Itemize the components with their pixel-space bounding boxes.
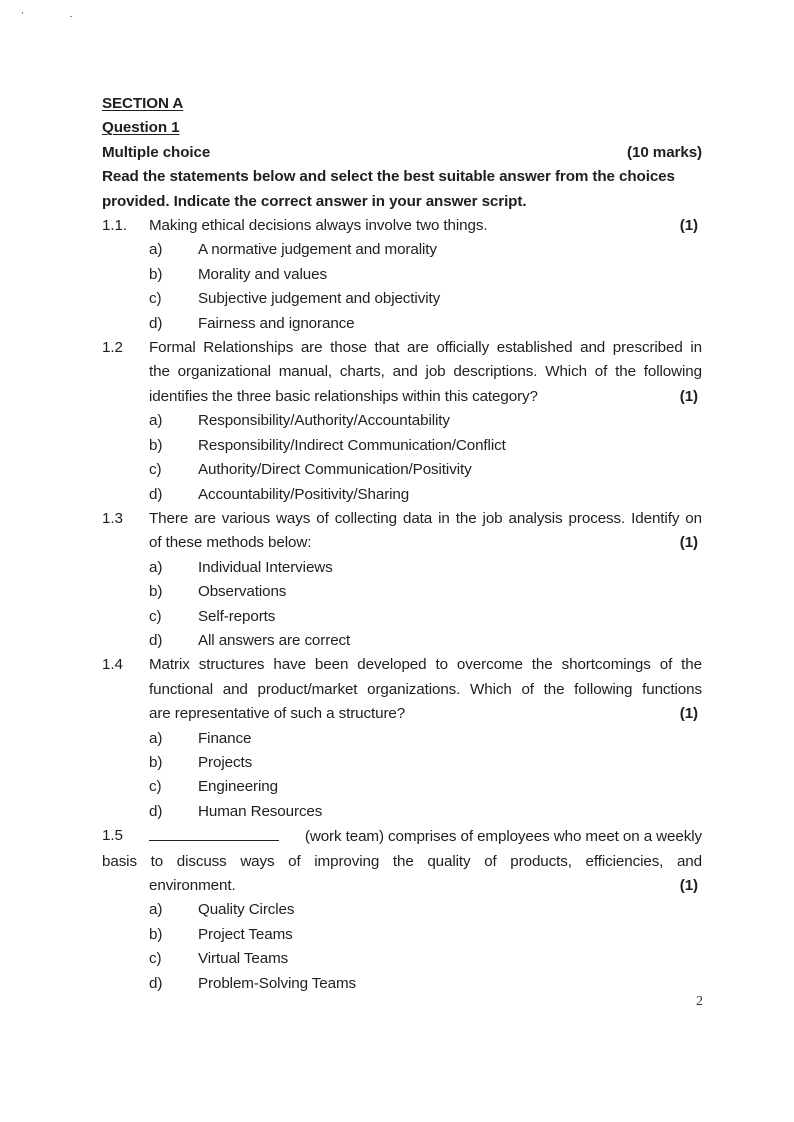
option-a [149, 898, 702, 922]
question-text-line: (work team) comprises of employees who meet on a weekly [304, 828, 702, 846]
option-text: A normative judgement and morality [198, 241, 437, 259]
question-number: 1.3 [102, 509, 123, 527]
options-list [149, 727, 702, 825]
option-text: Problem-Solving Teams [198, 974, 356, 992]
options-list [149, 898, 702, 996]
question-marks: (1) [679, 534, 698, 552]
option-b [149, 263, 702, 287]
question-type-label: Multiple choice [102, 143, 211, 161]
option-c [149, 947, 702, 971]
option-text: Accountability/Positivity/Sharing [198, 485, 410, 503]
option-text: All answers are correct [198, 631, 351, 649]
option-text: Project Teams [198, 925, 293, 943]
question-1-1 [102, 214, 702, 336]
scan-speck [70, 16, 72, 17]
option-b [149, 434, 702, 458]
option-letter: a) [149, 558, 163, 576]
option-text: Responsibility/Indirect Communication/Conflict [198, 436, 506, 454]
question-first-line [149, 824, 702, 849]
option-text: Quality Circles [198, 901, 295, 919]
option-text: Finance [198, 729, 252, 747]
question-text-line: of these methods below: [149, 534, 312, 552]
option-c [149, 287, 702, 311]
option-letter: a) [149, 241, 163, 259]
option-letter: c) [149, 778, 162, 796]
question-text: Making ethical decisions always involve two things. [149, 217, 488, 235]
option-d [149, 800, 702, 824]
option-letter: b) [149, 753, 163, 771]
question-text-line: There are various ways of collecting data in the job analysis process. Identify on [149, 509, 702, 527]
question-text-line: identifies the three basic relationships within this category? [149, 387, 538, 405]
question-text-line: Matrix structures have been developed to overcome the shortcomings of the [149, 656, 702, 674]
option-text: Subjective judgement and objectivity [198, 290, 441, 308]
option-text: Virtual Teams [198, 950, 289, 968]
question-stem-end [149, 874, 702, 898]
option-a [149, 727, 702, 751]
question-heading: Question 1 [102, 119, 180, 137]
option-text: Morality and values [198, 265, 327, 283]
option-letter: c) [149, 950, 162, 968]
option-text: Human Resources [198, 802, 323, 820]
option-letter: b) [149, 583, 163, 601]
options-list [149, 238, 702, 336]
option-text: Engineering [198, 778, 278, 796]
option-text: Fairness and ignorance [198, 314, 355, 332]
option-text: Observations [198, 583, 287, 601]
question-type-row [102, 141, 702, 165]
question-stem-end [149, 531, 702, 555]
option-letter: d) [149, 314, 163, 332]
question-text-line: functional and product/market organizations. Which of the following functions [149, 680, 702, 698]
question-text-line: the organizational manual, charts, and job descriptions. Which of the following [149, 363, 702, 381]
option-letter: c) [149, 607, 162, 625]
option-letter: b) [149, 925, 163, 943]
instructions: Read the statements below and select the best suitable answer from the choices provided. Indicate the correct answer in your answer script. [102, 168, 675, 210]
question-marks: (1) [679, 877, 698, 894]
option-letter: b) [149, 436, 163, 454]
option-text: Self-reports [198, 607, 276, 625]
question-1-4 [102, 653, 702, 824]
option-text: Responsibility/Authority/Accountability [198, 412, 450, 430]
option-b [149, 751, 702, 775]
total-marks: (10 marks) [627, 143, 702, 161]
question-1-2 [102, 336, 702, 507]
question-number: 1.2 [102, 339, 123, 357]
question-1-3 [102, 507, 702, 653]
option-text: Projects [198, 753, 253, 771]
option-c [149, 605, 702, 629]
option-d [149, 312, 702, 336]
option-letter: d) [149, 631, 163, 649]
question-text-line: basis to discuss ways of improving the quality of products, efficiencies, and [102, 852, 702, 870]
option-a [149, 238, 702, 262]
question-marks: (1) [679, 705, 698, 723]
question-text-line: environment. [149, 877, 236, 894]
question-number: 1.1. [102, 217, 127, 235]
option-letter: b) [149, 265, 163, 283]
scan-speck [22, 12, 23, 14]
question-text-line: are representative of such a structure? [149, 705, 406, 723]
option-b [149, 580, 702, 604]
option-b [149, 923, 702, 947]
question-marks: (1) [679, 387, 698, 405]
option-d [149, 483, 702, 507]
question-stem-end [149, 702, 702, 726]
option-text: Individual Interviews [198, 558, 333, 576]
option-letter: d) [149, 802, 163, 820]
option-letter: c) [149, 290, 162, 308]
option-d [149, 629, 702, 653]
question-number: 1.4 [102, 656, 123, 674]
question-stem [149, 214, 702, 238]
option-c [149, 775, 702, 799]
option-letter: a) [149, 412, 163, 430]
option-c [149, 458, 702, 482]
option-letter: d) [149, 974, 163, 992]
option-letter: a) [149, 729, 163, 747]
options-list [149, 556, 702, 654]
question-marks: (1) [679, 217, 698, 235]
option-letter: a) [149, 901, 163, 919]
question-1-5 [102, 824, 702, 996]
question-number: 1.5 [102, 827, 123, 845]
options-list [149, 409, 702, 507]
option-letter: c) [149, 461, 162, 479]
option-a [149, 556, 702, 580]
option-a [149, 409, 702, 433]
page-number: 2 [696, 994, 703, 1009]
exam-page [102, 92, 702, 996]
fill-in-blank [149, 824, 279, 841]
option-d [149, 972, 702, 996]
option-letter: d) [149, 485, 163, 503]
question-stem-end [149, 385, 702, 409]
question-text-line: Formal Relationships are those that are officially established and prescribed in [149, 339, 702, 357]
option-text: Authority/Direct Communication/Positivity [198, 461, 472, 479]
section-heading: SECTION A [102, 95, 184, 112]
